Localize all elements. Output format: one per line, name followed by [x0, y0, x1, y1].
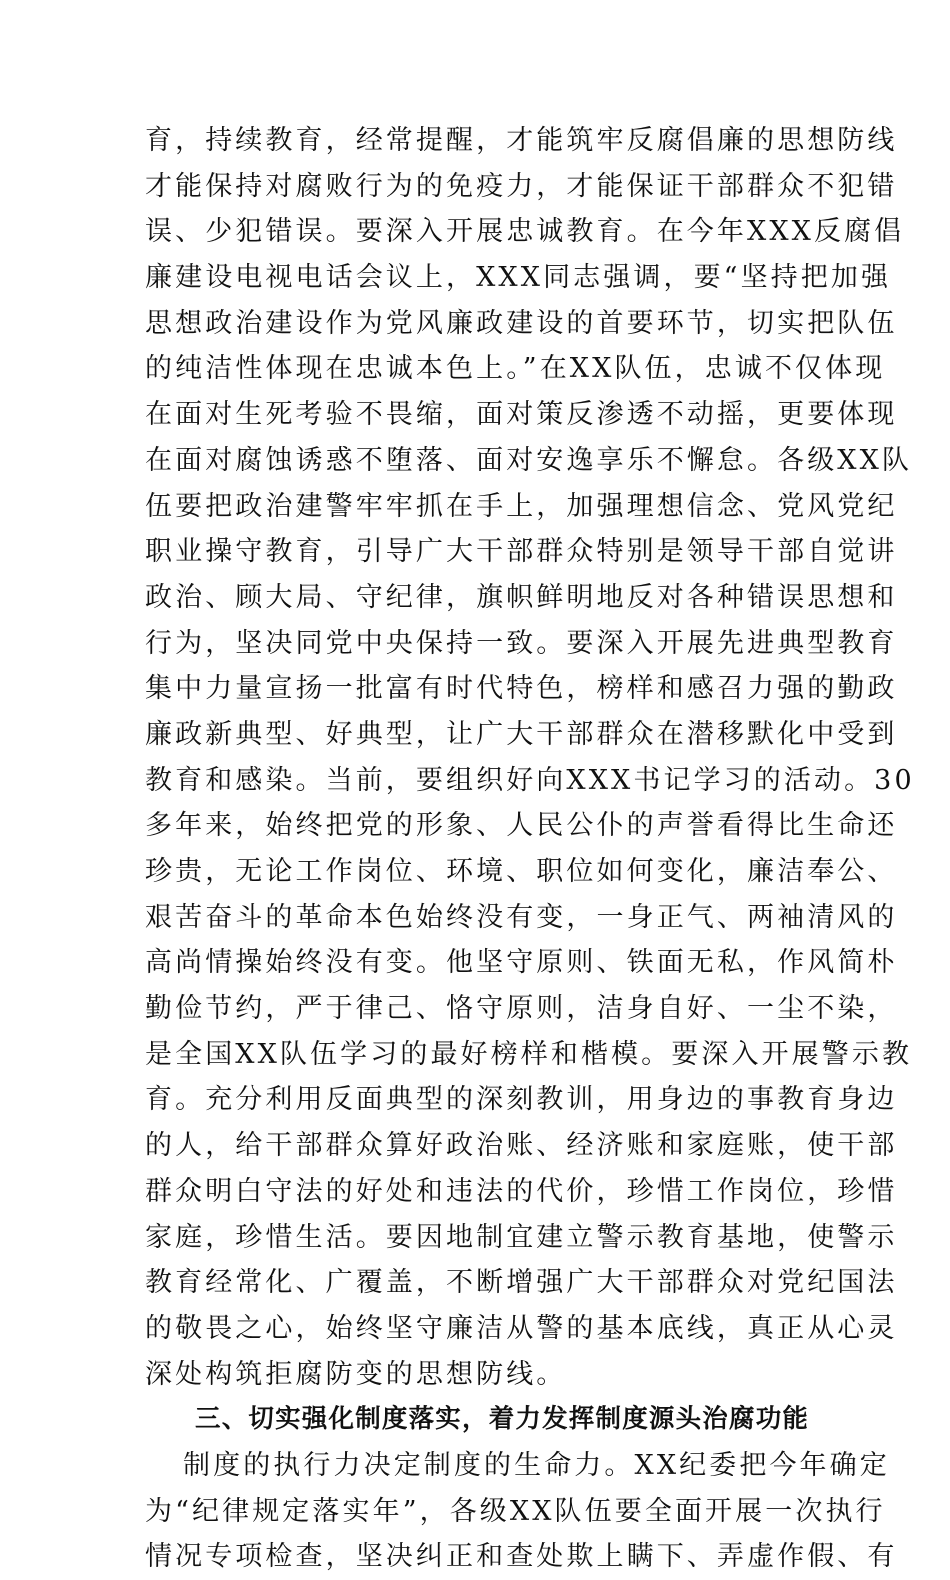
document-body — [145, 118, 915, 1580]
text-line: 是全国XX队伍学习的最好榜样和楷模。要深入开展警示教 — [145, 1038, 913, 1070]
text-line: 群众明白守法的好处和违法的代价，珍惜工作岗位，珍惜 — [145, 1175, 898, 1207]
text-line: 才能保持对腐败行为的免疫力，才能保证干部群众不犯错 — [145, 170, 898, 202]
text-line: 集中力量宣扬一批富有时代特色，榜样和感召力强的勤政 — [145, 673, 898, 705]
text-line: 思想政治建设作为党风廉政建设的首要环节，切实把队伍 — [145, 307, 898, 339]
text-line: 廉政新典型、好典型，让广大干部群众在潜移默化中受到 — [145, 718, 898, 750]
text-line: 情况专项检查，坚决纠正和查处欺上瞒下、弄虚作假、有 — [145, 1541, 898, 1573]
text-line: 育。充分利用反面典型的深刻教训，用身边的事教育身边 — [145, 1084, 898, 1116]
text-line: 的纯洁性体现在忠诚本色上。”在XX队伍，忠诚不仅体现 — [145, 353, 886, 385]
text-line: 行为，坚决同党中央保持一致。要深入开展先进典型教育 — [145, 627, 898, 659]
text-line: 在面对生死考验不畏缩，面对策反渗透不动摇，更要体现 — [145, 399, 898, 431]
text-line: 艰苦奋斗的革命本色始终没有变，一身正气、两袖清风的 — [145, 901, 898, 933]
text-line: 高尚情操始终没有变。他坚守原则、铁面无私，作风简朴 — [145, 947, 898, 979]
text-line: 育，持续教育，经常提醒，才能筑牢反腐倡廉的思想防线 — [145, 125, 898, 156]
text-line: 伍要把政治建警牢牢抓在手上，加强理想信念、党风党纪 — [145, 490, 898, 522]
text-line: 教育经常化、广覆盖，不断增强广大干部群众对党纪国法 — [145, 1267, 898, 1299]
text-line: 误、少犯错误。要深入开展忠诚教育。在今年XXX反腐倡 — [145, 216, 905, 248]
text-line: 深处构筑拒腐防变的思想防线。 — [145, 1358, 567, 1390]
text-line: 教育和感染。当前，要组织好向XXX书记学习的活动。30 — [145, 764, 915, 796]
text-line: 的人，给干部群众算好政治账、经济账和家庭账，使干部 — [145, 1130, 898, 1162]
text-line: 勤俭节约，严于律己、恪守原则，洁身自好、一尘不染， — [145, 993, 898, 1025]
text-line: 家庭，珍惜生活。要因地制宜建立警示教育基地，使警示 — [145, 1221, 898, 1253]
text-line: 在面对腐蚀诱惑不堕落、面对安逸享乐不懈怠。各级XX队 — [145, 444, 913, 476]
paragraph-institution — [145, 1443, 898, 1580]
text-line: 制度的执行力决定制度的生命力。XX纪委把今年确定 — [183, 1449, 890, 1481]
text-line: 廉建设电视电话会议上，XXX同志强调，要“坚持把加强 — [145, 262, 892, 294]
text-line: 的敬畏之心，始终坚守廉洁从警的基本底线，真正从心灵 — [145, 1312, 898, 1344]
text-line: 珍贵，无论工作岗位、环境、职位如何变化，廉洁奉公、 — [145, 856, 898, 887]
text-line: 多年来，始终把党的形象、人民公仆的声誉看得比生命还 — [145, 810, 898, 842]
section-heading: 三、切实强化制度落实，着力发挥制度源头治腐功能 — [195, 1404, 810, 1435]
text-line: 为“纪律规定落实年”，各级XX队伍要全面开展一次执行 — [145, 1495, 886, 1527]
paragraph-education — [145, 118, 915, 1397]
text-line: 政治、顾大局、守纪律，旗帜鲜明地反对各种错误思想和 — [145, 581, 898, 613]
text-line: 职业操守教育，引导广大干部群众特别是领导干部自觉讲 — [145, 536, 898, 568]
